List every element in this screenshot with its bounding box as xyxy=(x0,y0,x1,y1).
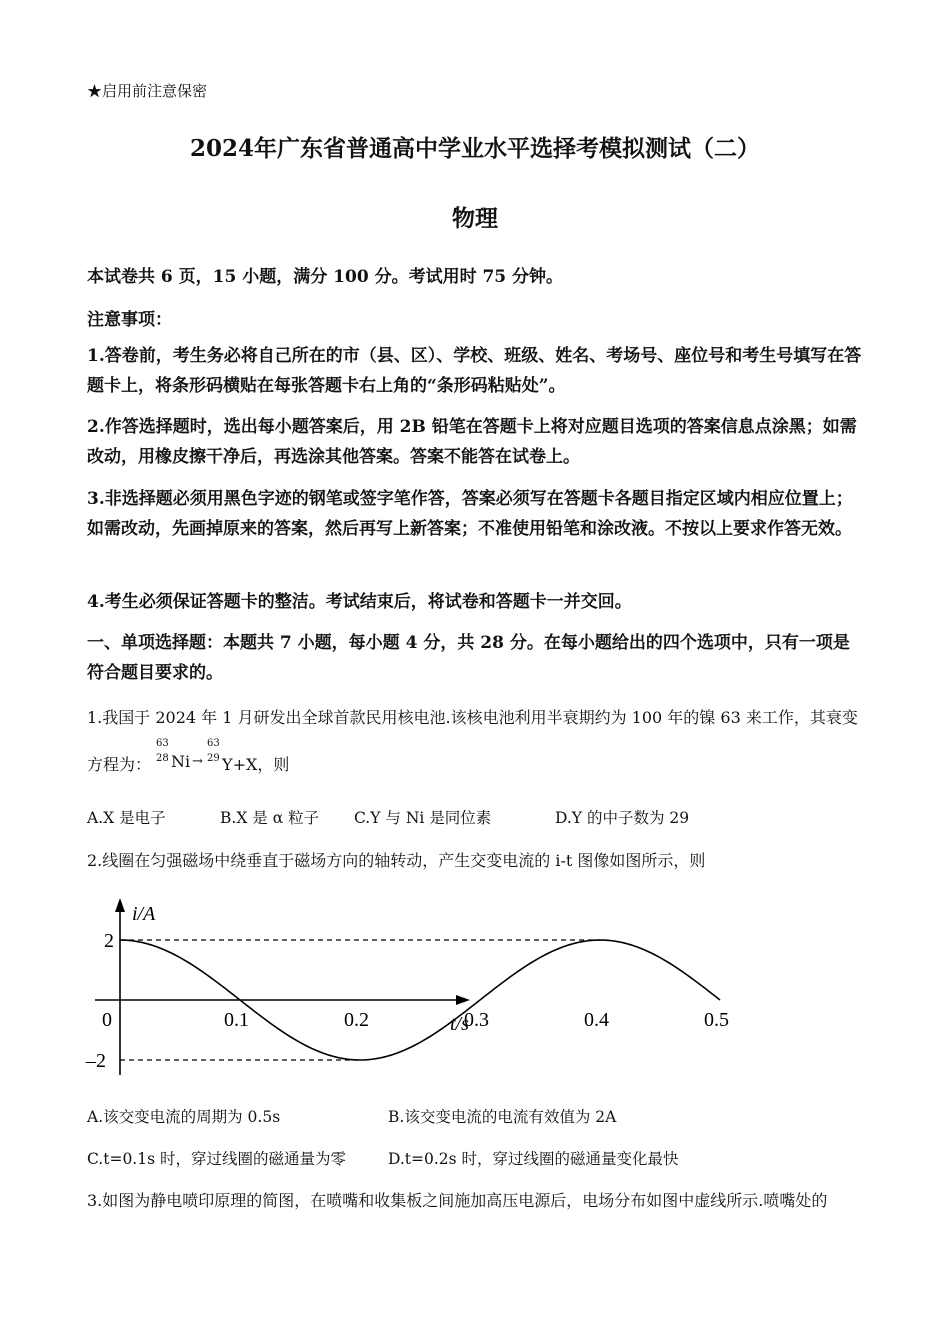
q1-option-a: A.X 是电子 xyxy=(87,809,166,827)
note-2: 2.作答选择题时，选出每小题答案后，用 2B 铅笔在答题卡上将对应题目选项的答案信息点涂黑；如需改动，用橡皮擦干净后，再选涂其他答案。答案不能答在试卷上。 xyxy=(87,417,857,467)
y-mass-number: 63 xyxy=(207,738,220,749)
x-axis-label: t/s xyxy=(450,1013,469,1035)
y-tick-label: 2 xyxy=(104,930,114,952)
x-tick-label: 0 xyxy=(102,1009,112,1031)
q2-option-d: D.t=0.2s 时，穿过线圈的磁通量变化最快 xyxy=(388,1150,679,1168)
exam-info: 本试卷共 6 页，15 小题，满分 100 分。考试用时 75 分钟。 xyxy=(87,267,564,287)
q2-option-b: B.该交变电流的电流有效值为 2A xyxy=(388,1108,617,1126)
x-tick-label: 0.2 xyxy=(344,1009,369,1031)
subject-title: 物理 xyxy=(452,205,498,232)
y-axis-arrow xyxy=(115,898,125,912)
y-tick-label: –2 xyxy=(86,1050,106,1072)
q3-stem: 3.如图为静电喷印原理的简图，在喷嘴和收集板之间施加高压电源后，电场分布如图中虚线所示.喷嘴处的 xyxy=(87,1191,828,1210)
exam-title: 2024年广东省普通高中学业水平选择考模拟测试（二） xyxy=(189,135,760,162)
y-equation-rest: Y+X，则 xyxy=(222,755,290,774)
q2-stem: 2.线圈在匀强磁场中绕垂直于磁场方向的轴转动，产生交变电流的 i-t 图像如图所示，则 xyxy=(87,851,706,870)
ni-mass-number: 63 xyxy=(156,738,169,749)
q1-eq-prefix: 方程为： xyxy=(87,755,152,774)
x-tick-label: 0.3 xyxy=(464,1009,489,1031)
note-1: 1.答卷前，考生务必将自己所在的市（县、区）、学校、班级、姓名、考场号、座位号和考生号填写在答题卡上，将条形码横贴在每张答题卡右上角的“条形码粘贴处”。 xyxy=(87,346,862,396)
y-axis-label: i/A xyxy=(132,903,156,925)
q1-stem: 1.我国于 2024 年 1 月研发出全球首款民用核电池.该核电池利用半衰期约为 100 年的镍 63 来工作，其衰变 xyxy=(87,708,858,727)
note-3: 3.非选择题必须用黑色字迹的钢笔或签字笔作答，答案必须写在答题卡各题目指定区域内相应位置上；如需改动，先画掉原来的答案，然后再写上新答案；不准使用铅笔和涂改液。不按以上要求作答无效。 xyxy=(87,489,853,539)
ni-symbol: Ni xyxy=(171,752,191,771)
section-1-heading: 一、单项选择题：本题共 7 小题，每小题 4 分，共 28 分。在每小题给出的四个选项中，只有一项是符合题目要求的。 xyxy=(87,633,850,683)
x-tick-label: 0.4 xyxy=(584,1009,609,1031)
notes-heading: 注意事项： xyxy=(87,310,172,330)
q2-option-a: A.该交变电流的周期为 0.5s xyxy=(87,1108,281,1126)
q2-option-c: C.t=0.1s 时，穿过线圈的磁通量为零 xyxy=(87,1150,346,1168)
y-atomic-number: 29 xyxy=(207,753,220,764)
x-tick-label: 0.1 xyxy=(224,1009,249,1031)
chart-root xyxy=(85,898,729,1075)
note-4: 4.考生必须保证答题卡的整洁。考试结束后，将试卷和答题卡一并交回。 xyxy=(87,592,632,612)
it-graph xyxy=(80,890,729,1090)
x-tick-label: 0.5 xyxy=(704,1009,729,1031)
q1-option-c: C.Y 与 Ni 是同位素 xyxy=(354,809,492,827)
q1-option-b: B.X 是 α 粒子 xyxy=(220,809,320,827)
confidential-note: ★启用前注意保密 xyxy=(87,82,208,100)
q1-option-d: D.Y 的中子数为 29 xyxy=(555,809,690,827)
x-axis-arrow xyxy=(456,995,470,1005)
ni-atomic-number: 28 xyxy=(156,753,169,764)
arrow: → xyxy=(192,754,203,769)
